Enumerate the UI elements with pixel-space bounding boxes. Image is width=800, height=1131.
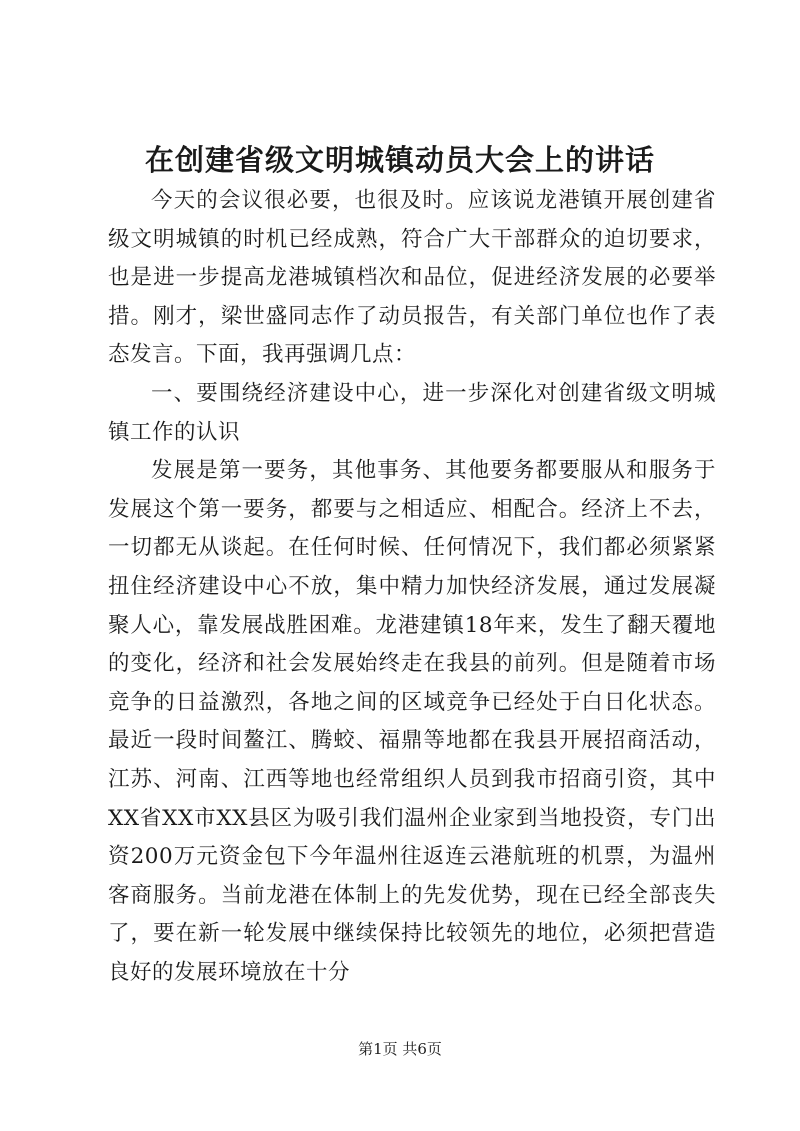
paragraph-development: 发展是第一要务，其他事务、其他要务都要服从和服务于发展这个第一要务，都要与之相适应、相配合。经济上不去，一切都无从谈起。在任何时候、任何情况下，我们都必须紧紧扭住经济建设中心不放，集中精力加快经济发展，通过发展凝聚人心，靠发展战胜困难。龙港建镇18年来，发生了翻天覆地的变化，经济和社会发展始终走在我县的前列。但是随着市场竞争的日益激烈，各地之间的区域竞争已经处于白日化状态。最近一段时间鳌江、腾蛟、福鼎等地都在我县开展招商活动，江苏、河南、江西等地也经常组织人员到我市招商引资，其中XX省XX市XX县区为吸引我们温州企业家到当地投资，专门出资200万元资金包下今年温州往返连云港航班的机票，为温州客商服务。当前龙港在体制上的先发优势，现在已经全部丧失了，要在新一轮发展中继续保持比较领先的地位，必须把营造良好的发展环境放在十分 xyxy=(108,458,716,985)
paragraph-intro: 今天的会议很必要，也很及时。应该说龙港镇开展创建省级文明城镇的时机已经成熟，符合广大干部群众的迫切要求，也是进一步提高龙港城镇档次和品位，促进经济发展的必要举措。刚才，梁世盛同志作了动员报告，有关部门单位也作了表态发言。下面，我再强调几点： xyxy=(108,188,716,368)
document-body xyxy=(108,182,716,992)
page-number-label: 第1页 共6页 xyxy=(358,1040,442,1058)
page-footer xyxy=(0,1038,800,1060)
document-title: 在创建省级文明城镇动员大会上的讲话 xyxy=(144,143,655,177)
paragraph-section-heading: 一、要围绕经济建设中心，进一步深化对创建省级文明城镇工作的认识 xyxy=(108,380,716,445)
